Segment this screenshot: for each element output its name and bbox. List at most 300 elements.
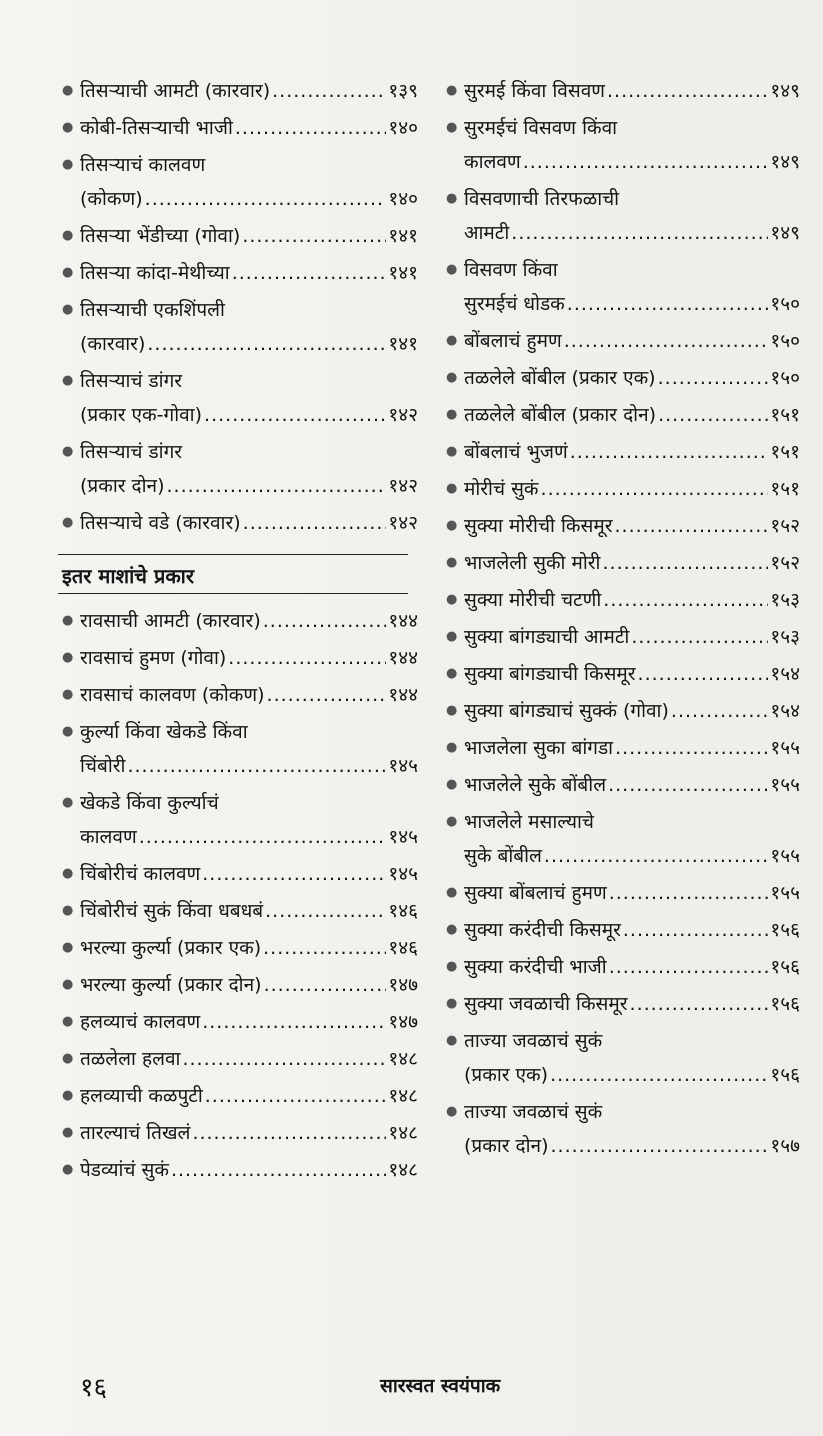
toc-entry-line bbox=[80, 398, 418, 432]
toc-entry-title: तिसऱ्याची आमटी (कारवार) bbox=[80, 80, 271, 102]
dot-leader bbox=[671, 694, 768, 728]
toc-entry-title: तळलेला हलवा bbox=[80, 1048, 181, 1070]
toc-entry-title: कालवण bbox=[80, 826, 137, 848]
dot-leader bbox=[264, 968, 387, 1002]
toc-entry-line bbox=[80, 182, 418, 216]
toc-entry-title: तळलेले बोंबील (प्रकार दोन) bbox=[464, 404, 657, 426]
toc-entry-title: (कोकण) bbox=[80, 188, 143, 210]
bullet-icon: ● bbox=[446, 370, 458, 385]
toc-entry-line bbox=[80, 74, 418, 108]
bullet-icon: ● bbox=[446, 83, 458, 98]
toc-entry-page: १५२ bbox=[770, 552, 800, 574]
toc-entry-line bbox=[80, 604, 418, 638]
toc-entry bbox=[442, 768, 800, 802]
bullet-icon: ● bbox=[62, 302, 74, 317]
bullet-icon: ● bbox=[62, 373, 74, 388]
bullet-icon: ● bbox=[62, 444, 74, 459]
dot-leader bbox=[167, 469, 387, 503]
toc-entry-line bbox=[80, 894, 418, 928]
toc-entry bbox=[442, 398, 800, 432]
toc-entry-page: १५० bbox=[770, 367, 800, 389]
left-column bbox=[58, 74, 418, 1190]
toc-entry-page: १५५ bbox=[770, 774, 800, 796]
toc-entry-line bbox=[464, 287, 800, 321]
toc-entry bbox=[442, 361, 800, 395]
toc-entry-line bbox=[80, 435, 418, 469]
toc-entry-title: सुरमई किंवा विसवण bbox=[464, 80, 606, 102]
toc-entry-title: सुक्या बोंबलाचं हुमण bbox=[464, 882, 607, 904]
toc-entry bbox=[442, 435, 800, 469]
toc-entry bbox=[58, 857, 418, 891]
toc-entry-line bbox=[80, 1079, 418, 1113]
bullet-icon: ● bbox=[446, 1104, 458, 1119]
toc-entry-line bbox=[80, 715, 418, 749]
toc-entry-title: विसवण किंवा bbox=[464, 259, 558, 281]
toc-entry-page: १४१ bbox=[388, 225, 418, 247]
bullet-icon: ● bbox=[62, 228, 74, 243]
dot-leader bbox=[263, 604, 387, 638]
toc-entry-title: रावसाचं कालवण (कोकण) bbox=[80, 684, 265, 706]
bullet-icon: ● bbox=[446, 777, 458, 792]
toc-entry-page: १४८ bbox=[388, 1085, 418, 1107]
toc-entry-line bbox=[464, 1058, 800, 1092]
toc-entry-line bbox=[464, 1024, 800, 1058]
toc-entry-line bbox=[464, 361, 800, 395]
toc-entry bbox=[442, 950, 800, 984]
toc-entry-line bbox=[80, 327, 418, 361]
toc-entry bbox=[442, 182, 800, 250]
toc-entry-line bbox=[80, 256, 418, 290]
toc-entry-line bbox=[80, 506, 418, 540]
toc-entry-title: बोंबलाचं हुमण bbox=[464, 330, 562, 352]
toc-entry-title: सुक्या करंदीची भाजी bbox=[464, 956, 607, 978]
toc-entry-page: १४५ bbox=[388, 863, 418, 885]
bullet-icon: ● bbox=[62, 903, 74, 918]
toc-entry-title: सुक्या मोरीची किसमूर bbox=[464, 515, 613, 537]
toc-entry-line bbox=[464, 398, 800, 432]
dot-leader bbox=[202, 857, 386, 891]
toc-entry-line bbox=[464, 435, 800, 469]
left-entries-group-b bbox=[58, 604, 418, 1187]
toc-entry-line bbox=[80, 111, 418, 145]
dot-leader bbox=[638, 657, 769, 691]
page-number: १६ bbox=[80, 1373, 108, 1403]
toc-entry-page: १४४ bbox=[388, 684, 418, 706]
toc-entry-line bbox=[80, 786, 418, 820]
toc-entry-page: १५६ bbox=[770, 1064, 800, 1086]
dot-leader bbox=[602, 546, 768, 580]
toc-entry-page: १५२ bbox=[770, 515, 800, 537]
toc-entry bbox=[58, 641, 418, 675]
bullet-icon: ● bbox=[62, 940, 74, 955]
toc-entry bbox=[442, 913, 800, 947]
toc-entry-title: तिसऱ्या भेंडीच्या (गोवा) bbox=[80, 225, 241, 247]
toc-entry bbox=[442, 583, 800, 617]
toc-entry-page: १४२ bbox=[388, 475, 418, 497]
toc-entry-page: १४८ bbox=[388, 1122, 418, 1144]
toc-entry-line bbox=[80, 857, 418, 891]
dot-leader bbox=[567, 287, 769, 321]
toc-entry bbox=[58, 74, 418, 108]
dot-leader bbox=[630, 987, 769, 1021]
right-column bbox=[442, 74, 800, 1166]
dot-leader bbox=[147, 327, 386, 361]
toc-entry bbox=[442, 1095, 800, 1163]
toc-entry-title: (कारवार) bbox=[80, 333, 146, 355]
toc-entry-title: विसवणाची तिरफळाची bbox=[464, 188, 620, 210]
toc-entry-line bbox=[80, 749, 418, 783]
toc-entry bbox=[58, 1005, 418, 1039]
toc-entry-line bbox=[464, 182, 800, 216]
toc-entry bbox=[442, 805, 800, 873]
dot-leader bbox=[541, 472, 769, 506]
toc-entry bbox=[442, 111, 800, 179]
toc-entry bbox=[442, 694, 800, 728]
toc-entry-page: १४९ bbox=[770, 222, 800, 244]
dot-leader bbox=[204, 398, 386, 432]
dot-leader bbox=[265, 894, 386, 928]
dot-leader bbox=[608, 768, 768, 802]
dot-leader bbox=[523, 145, 769, 179]
toc-entry-title: कुर्ल्या किंवा खेकडे किंवा bbox=[80, 721, 248, 743]
bullet-icon: ● bbox=[446, 407, 458, 422]
toc-entry-line bbox=[464, 1129, 800, 1163]
toc-entry-line bbox=[464, 145, 800, 179]
toc-entry-line bbox=[464, 583, 800, 617]
toc-entry-line bbox=[464, 111, 800, 145]
toc-entry-title: कोबी-तिसऱ्याची भाजी bbox=[80, 117, 233, 139]
toc-entry-page: १५४ bbox=[770, 663, 800, 685]
bullet-icon: ● bbox=[446, 629, 458, 644]
toc-entry-line bbox=[464, 876, 800, 910]
dot-leader bbox=[267, 678, 387, 712]
toc-entry-title: हलव्याची कळपुटी bbox=[80, 1085, 203, 1107]
toc-entry bbox=[442, 731, 800, 765]
bullet-icon: ● bbox=[446, 959, 458, 974]
toc-entry-line bbox=[464, 74, 800, 108]
bullet-icon: ● bbox=[62, 1088, 74, 1103]
bullet-icon: ● bbox=[446, 996, 458, 1011]
toc-entry-page: १४८ bbox=[388, 1159, 418, 1181]
bullet-icon: ● bbox=[62, 687, 74, 702]
toc-entry bbox=[442, 472, 800, 506]
bullet-icon: ● bbox=[62, 1014, 74, 1029]
bullet-icon: ● bbox=[446, 518, 458, 533]
toc-entry bbox=[442, 324, 800, 358]
toc-entry-page: १४५ bbox=[388, 755, 418, 777]
dot-leader bbox=[182, 1042, 386, 1076]
toc-entry-title: भरल्या कुर्ल्या (प्रकार दोन) bbox=[80, 974, 262, 996]
toc-entry-title: खेकडे किंवा कुर्ल्याचं bbox=[80, 792, 219, 814]
toc-entry-title: चिंबोरीचं कालवण bbox=[80, 863, 201, 885]
right-entries-group bbox=[442, 74, 800, 1163]
bullet-icon: ● bbox=[62, 724, 74, 739]
toc-entry bbox=[442, 620, 800, 654]
toc-entry-line bbox=[80, 931, 418, 965]
toc-entry-line bbox=[464, 731, 800, 765]
bullet-icon: ● bbox=[446, 191, 458, 206]
toc-entry bbox=[58, 894, 418, 928]
toc-entry-title: (प्रकार एक) bbox=[464, 1064, 549, 1086]
dot-leader bbox=[243, 506, 387, 540]
bullet-icon: ● bbox=[62, 83, 74, 98]
toc-entry bbox=[58, 364, 418, 432]
toc-entry-page: १४० bbox=[388, 117, 418, 139]
toc-entry-page: १४९ bbox=[770, 151, 800, 173]
toc-entry-line bbox=[464, 694, 800, 728]
toc-entry-title: ताज्या जवळाचं सुकं bbox=[464, 1030, 603, 1052]
toc-entry-line bbox=[80, 148, 418, 182]
toc-entry-title: (प्रकार एक-गोवा) bbox=[80, 404, 203, 426]
toc-entry bbox=[442, 657, 800, 691]
toc-entry-title: तळलेले बोंबील (प्रकार एक) bbox=[464, 367, 656, 389]
toc-entry-page: १५१ bbox=[770, 441, 800, 463]
toc-entry-line bbox=[464, 839, 800, 873]
dot-leader bbox=[609, 950, 769, 984]
bullet-icon: ● bbox=[446, 922, 458, 937]
toc-entry-title: मोरीचं सुकं bbox=[464, 478, 539, 500]
toc-entry-page: १४५ bbox=[388, 826, 418, 848]
toc-entry-line bbox=[464, 324, 800, 358]
toc-entry bbox=[58, 1042, 418, 1076]
toc-entry-line bbox=[80, 364, 418, 398]
dot-leader bbox=[232, 256, 387, 290]
dot-leader bbox=[272, 74, 386, 108]
toc-entry-line bbox=[80, 1153, 418, 1187]
toc-entry-line bbox=[464, 216, 800, 250]
toc-entry-title: सुक्या बांगड्याची किसमूर bbox=[464, 663, 636, 685]
toc-entry-line bbox=[464, 657, 800, 691]
toc-entry bbox=[442, 546, 800, 580]
toc-entry-page: १५३ bbox=[770, 626, 800, 648]
toc-entry-line bbox=[464, 1095, 800, 1129]
toc-entry-line bbox=[80, 1116, 418, 1150]
dot-leader bbox=[658, 398, 768, 432]
bullet-icon: ● bbox=[446, 592, 458, 607]
toc-entry bbox=[58, 293, 418, 361]
dot-leader bbox=[202, 1005, 386, 1039]
toc-entry-page: १५१ bbox=[770, 404, 800, 426]
dot-leader bbox=[550, 1058, 768, 1092]
toc-entry bbox=[442, 876, 800, 910]
bullet-icon: ● bbox=[446, 555, 458, 570]
toc-entry-page: १४६ bbox=[388, 900, 418, 922]
toc-entry-page: १५७ bbox=[770, 1135, 800, 1157]
bullet-icon: ● bbox=[446, 740, 458, 755]
toc-entry-title: (प्रकार दोन) bbox=[80, 475, 165, 497]
toc-entry bbox=[58, 1153, 418, 1187]
toc-entry-page: १४७ bbox=[388, 974, 418, 996]
bullet-icon: ● bbox=[62, 866, 74, 881]
toc-entry-page: १४७ bbox=[388, 1011, 418, 1033]
toc-entry-line bbox=[464, 913, 800, 947]
toc-entry-title: सुक्या बांगड्याचं सुक्कं (गोवा) bbox=[464, 700, 669, 722]
toc-entry-title: सुक्या जवळाची किसमूर bbox=[464, 993, 628, 1015]
toc-entry bbox=[58, 219, 418, 253]
left-entries-group-a bbox=[58, 74, 418, 540]
toc-entry-page: १४८ bbox=[388, 1048, 418, 1070]
dot-leader bbox=[623, 913, 768, 947]
toc-entry-title: भाजलेला सुका बांगडा bbox=[464, 737, 614, 759]
toc-entry-title: कालवण bbox=[464, 151, 521, 173]
toc-entry bbox=[58, 435, 418, 503]
toc-entry-title: तिसऱ्याचं डांगर bbox=[80, 370, 183, 392]
dot-leader bbox=[544, 839, 768, 873]
dot-leader bbox=[603, 583, 768, 617]
toc-entry-page: १४४ bbox=[388, 610, 418, 632]
toc-entry-page: १५५ bbox=[770, 845, 800, 867]
toc-entry-line bbox=[464, 768, 800, 802]
toc-entry bbox=[58, 506, 418, 540]
bullet-icon: ● bbox=[62, 1162, 74, 1177]
section-title: इतर माशांचे प्रकार bbox=[62, 564, 195, 588]
dot-leader bbox=[192, 1116, 386, 1150]
toc-entry-line bbox=[80, 1005, 418, 1039]
toc-entry-line bbox=[464, 950, 800, 984]
toc-entry-title: तिसऱ्याचं डांगर bbox=[80, 441, 183, 463]
bullet-icon: ● bbox=[446, 333, 458, 348]
toc-entry-title: सुरमईचं विसवण किंवा bbox=[464, 117, 618, 139]
toc-entry-page: १५६ bbox=[770, 919, 800, 941]
toc-entry-line bbox=[464, 253, 800, 287]
dot-leader bbox=[145, 182, 387, 216]
dot-leader bbox=[205, 1079, 387, 1113]
toc-entry-title: तिसऱ्याचे वडे (कारवार) bbox=[80, 512, 241, 534]
toc-entry bbox=[58, 968, 418, 1002]
bullet-icon: ● bbox=[62, 120, 74, 135]
toc-entry-page: १५६ bbox=[770, 993, 800, 1015]
toc-entry-title: भाजलेले सुके बोंबील bbox=[464, 774, 607, 796]
dot-leader bbox=[242, 219, 386, 253]
toc-entry-line bbox=[80, 469, 418, 503]
toc-entry-title: रावसाचं हुमण (गोवा) bbox=[80, 647, 227, 669]
bullet-icon: ● bbox=[62, 157, 74, 172]
dot-leader bbox=[235, 111, 386, 145]
toc-entry-line bbox=[464, 620, 800, 654]
dot-leader bbox=[564, 324, 769, 358]
bullet-icon: ● bbox=[446, 444, 458, 459]
toc-entry-page: १४४ bbox=[388, 647, 418, 669]
toc-entry bbox=[442, 987, 800, 1021]
toc-entry-title: भाजलेली सुकी मोरी bbox=[464, 552, 601, 574]
dot-leader bbox=[139, 820, 387, 854]
toc-entry-line bbox=[464, 546, 800, 580]
toc-entry-page: १४६ bbox=[388, 937, 418, 959]
toc-entry-title: (प्रकार दोन) bbox=[464, 1135, 549, 1157]
bullet-icon: ● bbox=[62, 1051, 74, 1066]
bullet-icon: ● bbox=[62, 1125, 74, 1140]
dot-leader bbox=[609, 876, 769, 910]
toc-entry-page: १५० bbox=[770, 293, 800, 315]
toc-entry-line bbox=[464, 472, 800, 506]
toc-entry bbox=[58, 148, 418, 216]
toc-entry-title: भाजलेले मसाल्याचे bbox=[464, 811, 594, 833]
toc-entry bbox=[58, 256, 418, 290]
toc-entry-title: ताज्या जवळाचं सुकं bbox=[464, 1101, 603, 1123]
toc-entry-line bbox=[464, 987, 800, 1021]
toc-entry bbox=[58, 678, 418, 712]
bullet-icon: ● bbox=[62, 515, 74, 530]
toc-entry-title: बोंबलाचं भुजणं bbox=[464, 441, 568, 463]
bullet-icon: ● bbox=[62, 977, 74, 992]
toc-entry-line bbox=[80, 968, 418, 1002]
toc-entry-line bbox=[80, 219, 418, 253]
toc-entry-line bbox=[464, 509, 800, 543]
toc-entry-title: तिसऱ्याचं कालवण bbox=[80, 154, 206, 176]
toc-entry bbox=[442, 74, 800, 108]
toc-entry-title: हलव्याचं कालवण bbox=[80, 1011, 201, 1033]
dot-leader bbox=[228, 641, 386, 675]
toc-entry-title: रावसाची आमटी (कारवार) bbox=[80, 610, 261, 632]
dot-leader bbox=[511, 216, 768, 250]
dot-leader bbox=[614, 509, 768, 543]
toc-entry-page: १४१ bbox=[388, 262, 418, 284]
toc-entry bbox=[442, 509, 800, 543]
toc-entry-line bbox=[80, 293, 418, 327]
dot-leader bbox=[171, 1153, 386, 1187]
toc-entry-page: १४९ bbox=[770, 80, 800, 102]
toc-entry-page: १४० bbox=[388, 188, 418, 210]
dot-leader bbox=[607, 74, 768, 108]
toc-entry-page: १४१ bbox=[388, 333, 418, 355]
toc-entry-page: १३९ bbox=[388, 80, 418, 102]
toc-entry-page: १५४ bbox=[770, 700, 800, 722]
bullet-icon: ● bbox=[446, 666, 458, 681]
dot-leader bbox=[127, 749, 386, 783]
toc-entry-page: १४२ bbox=[388, 512, 418, 534]
toc-entry bbox=[442, 253, 800, 321]
toc-entry-title: आमटी bbox=[464, 222, 510, 244]
toc-entry-line bbox=[80, 820, 418, 854]
toc-entry bbox=[58, 604, 418, 638]
toc-entry bbox=[58, 1079, 418, 1113]
dot-leader bbox=[551, 1129, 769, 1163]
dot-leader bbox=[263, 931, 386, 965]
toc-entry-title: सुक्या बांगड्याची आमटी bbox=[464, 626, 630, 648]
toc-entry bbox=[58, 111, 418, 145]
bullet-icon: ● bbox=[62, 795, 74, 810]
bullet-icon: ● bbox=[446, 120, 458, 135]
toc-entry bbox=[58, 715, 418, 783]
dot-leader bbox=[615, 731, 768, 765]
toc-entry-page: १५१ bbox=[770, 478, 800, 500]
bullet-icon: ● bbox=[446, 885, 458, 900]
toc-entry-title: तिसऱ्या कांदा-मेथीच्या bbox=[80, 262, 230, 284]
toc-entry-line bbox=[80, 1042, 418, 1076]
toc-entry bbox=[442, 1024, 800, 1092]
toc-entry bbox=[58, 931, 418, 965]
book-title: सारस्वत स्वयंपाक bbox=[380, 1375, 501, 1397]
toc-entry-title: पेडव्यांचं सुकं bbox=[80, 1159, 169, 1181]
toc-entry-line bbox=[464, 805, 800, 839]
bullet-icon: ● bbox=[446, 1033, 458, 1048]
dot-leader bbox=[631, 620, 768, 654]
toc-entry-title: तारल्याचं तिखलं bbox=[80, 1122, 191, 1144]
toc-entry-title: सुके बोंबील bbox=[464, 845, 542, 867]
toc-entry-page: १४२ bbox=[388, 404, 418, 426]
toc-entry-title: सुरमईचं धोडक bbox=[464, 293, 565, 315]
toc-entry bbox=[58, 786, 418, 854]
toc-entry-title: सुक्या करंदीची किसमूर bbox=[464, 919, 621, 941]
dot-leader bbox=[658, 361, 769, 395]
toc-entry-page: १५३ bbox=[770, 589, 800, 611]
toc-entry-line bbox=[80, 641, 418, 675]
toc-entry-line bbox=[80, 678, 418, 712]
bullet-icon: ● bbox=[62, 613, 74, 628]
bullet-icon: ● bbox=[446, 262, 458, 277]
dot-leader bbox=[570, 435, 769, 469]
toc-entry-page: १५६ bbox=[770, 956, 800, 978]
